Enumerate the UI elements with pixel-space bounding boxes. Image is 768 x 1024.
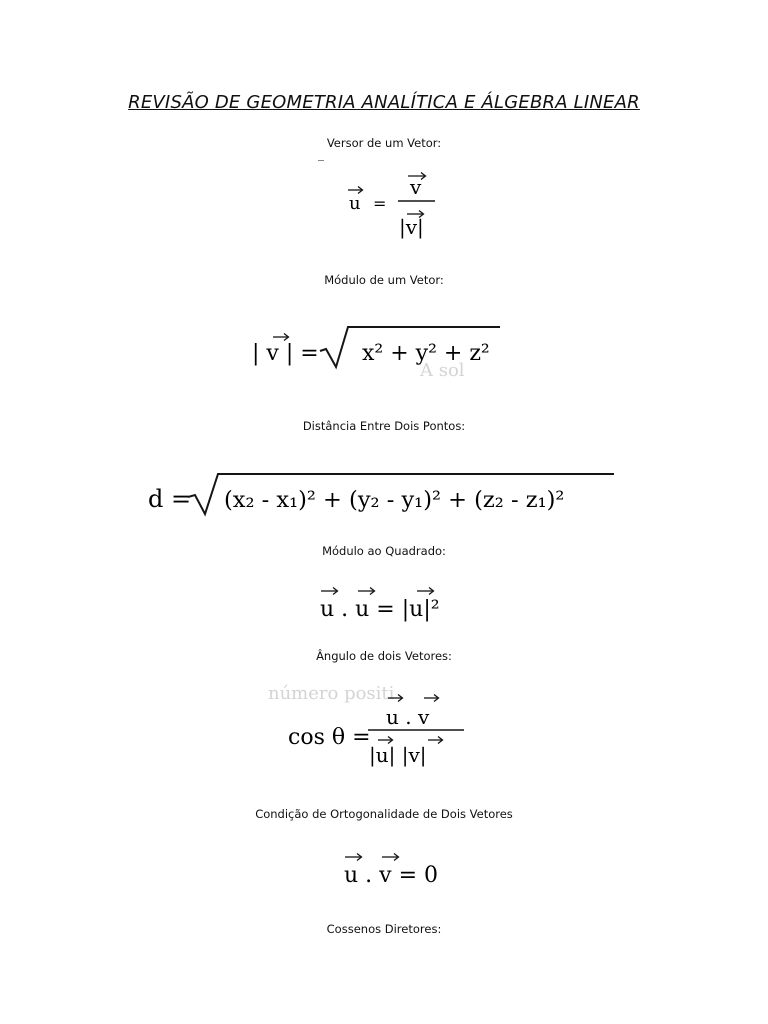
angulo-denominator: |u| |v| [369,743,427,767]
angulo-lhs: cos θ = [288,725,371,750]
formula-ortogonalidade-svg [342,848,462,890]
formula-modulo [250,322,510,372]
formula-modulo-quadrado-svg [318,582,468,626]
formula-distancia [148,470,620,522]
denominator-abs-v: |v| [399,215,424,239]
formula-distancia-svg [148,470,620,522]
section-label-modulo: Módulo de um Vetor: [324,273,444,287]
ortogonalidade-expr: u . v = 0 [344,863,438,888]
modulo-lhs: | v | = [252,341,319,366]
distancia-lhs: d = [148,485,192,513]
bleed-through-text: A sol [420,360,465,381]
formula-modulo-quadrado [318,582,468,626]
page-title: REVISÃO DE GEOMETRIA ANALÍTICA E ÁLGEBRA LINEAR [128,92,640,113]
formula-modulo-svg [250,322,510,372]
numerator-v: v [410,175,422,199]
formula-ortogonalidade [342,848,462,890]
formula-angulo [288,690,468,770]
equals-sign: = [373,194,387,213]
distancia-radicand: (x₂ - x₁)² + (y₂ - y₁)² + (z₂ - z₁)² [224,487,565,513]
bleed-through-text-2: número positi [268,683,395,704]
formula-versor-svg [340,170,440,242]
section-label-angulo: Ângulo de dois Vetores: [316,649,452,663]
formula-angulo-svg [288,690,468,770]
scan-mark [318,160,324,161]
section-label-distancia: Distância Entre Dois Pontos: [302,419,466,433]
modulo-quadrado-expr: u . u = |u|² [320,597,440,622]
section-label-ortogonalidade: Condição de Ortogonalidade de Dois Vetores [255,807,513,821]
formula-versor [340,170,440,242]
modulo-radicand: x² + y² + z² [362,341,490,366]
angulo-numerator: u . v [386,705,430,729]
section-label-versor: Versor de um Vetor: [326,136,442,150]
vector-u: u [349,193,361,214]
section-label-cossenos: Cossenos Diretores: [326,922,442,936]
section-label-modulo-quadrado: Módulo ao Quadrado: [322,544,446,558]
